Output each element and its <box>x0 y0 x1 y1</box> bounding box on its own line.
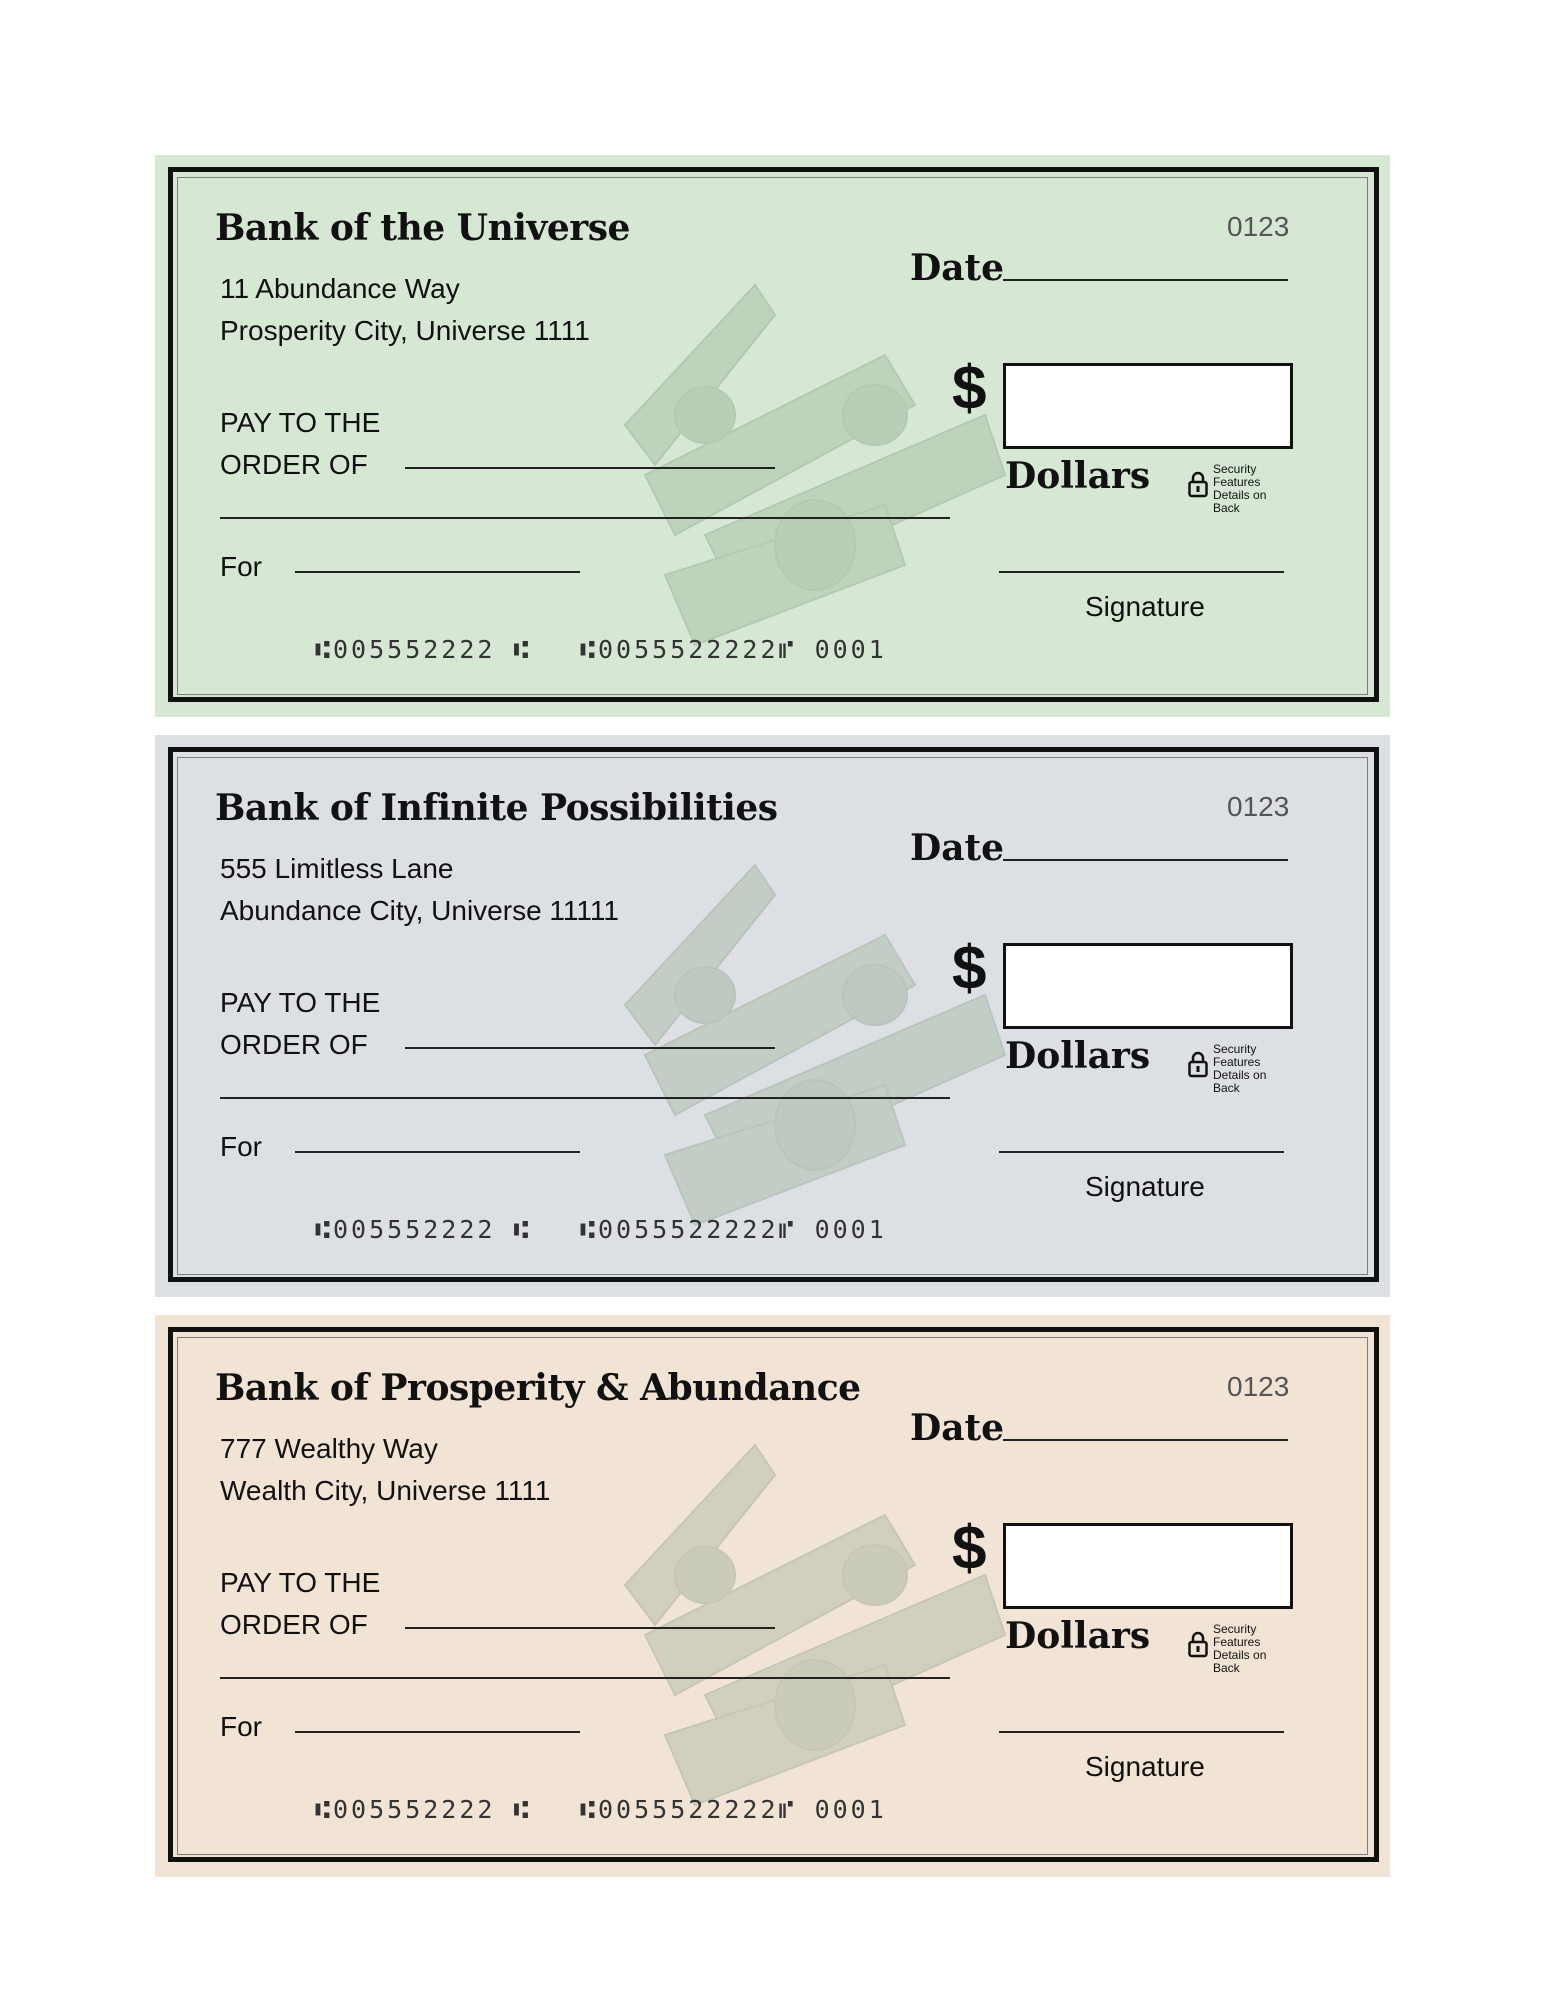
bank-name: Bank of Prosperity & Abundance <box>215 1367 861 1409</box>
bank-name: Bank of Infinite Possibilities <box>215 787 778 829</box>
pay-to-label-line2: ORDER OF <box>220 449 368 480</box>
date-label: Date <box>910 827 1005 869</box>
date-label: Date <box>910 1407 1005 1449</box>
pay-to-label-line1: PAY TO THE <box>220 1567 381 1598</box>
security-features-note: Security Features Details on Back <box>1213 1042 1267 1095</box>
bank-address-line1: 555 Limitless Lane <box>220 853 454 884</box>
check-1 <box>155 155 1390 717</box>
date-line[interactable] <box>1003 1439 1288 1441</box>
memo-line[interactable] <box>295 571 580 573</box>
micr-routing-number: ⑆005552222 ⑆ <box>315 1215 532 1244</box>
dollar-sign: $ <box>952 354 987 423</box>
amount-in-words-line[interactable] <box>220 1097 950 1099</box>
date-line[interactable] <box>1003 859 1288 861</box>
micr-routing-number: ⑆005552222 ⑆ <box>315 1795 532 1824</box>
date-line[interactable] <box>1003 279 1288 281</box>
pay-to-label-line2: ORDER OF <box>220 1609 368 1640</box>
amount-box[interactable] <box>1003 943 1293 1029</box>
dollars-label: Dollars <box>1005 455 1151 497</box>
memo-line[interactable] <box>295 1731 580 1733</box>
signature-line[interactable] <box>999 1151 1284 1153</box>
check-2 <box>155 735 1390 1297</box>
signature-line[interactable] <box>999 571 1284 573</box>
amount-box[interactable] <box>1003 363 1293 449</box>
bank-address-line2: Abundance City, Universe 11111 <box>220 895 619 926</box>
signature-label: Signature <box>1085 1751 1205 1782</box>
for-label: For <box>220 1131 262 1162</box>
lock-icon <box>1188 1050 1208 1078</box>
for-label: For <box>220 1711 262 1742</box>
pay-to-label-line1: PAY TO THE <box>220 407 381 438</box>
check-number: 0123 <box>1227 791 1290 822</box>
money-bills-illustration <box>585 275 1035 665</box>
micr-account-number: ⑆0055522222⑈ 0001 <box>580 635 887 664</box>
pay-to-label-line1: PAY TO THE <box>220 987 381 1018</box>
bank-address-line1: 777 Wealthy Way <box>220 1433 438 1464</box>
check-number: 0123 <box>1227 211 1290 242</box>
dollar-sign: $ <box>952 934 987 1003</box>
security-features-note: Security Features Details on Back <box>1213 462 1267 515</box>
bank-name: Bank of the Universe <box>215 207 630 249</box>
payee-line[interactable] <box>405 1047 775 1049</box>
signature-label: Signature <box>1085 591 1205 622</box>
check-3 <box>155 1315 1390 1877</box>
pay-to-label-line2: ORDER OF <box>220 1029 368 1060</box>
micr-routing-number: ⑆005552222 ⑆ <box>315 635 532 664</box>
check-number: 0123 <box>1227 1371 1290 1402</box>
payee-line[interactable] <box>405 1627 775 1629</box>
memo-line[interactable] <box>295 1151 580 1153</box>
bank-address-line2: Wealth City, Universe 1111 <box>220 1475 551 1506</box>
bank-address-line1: 11 Abundance Way <box>220 273 460 304</box>
signature-label: Signature <box>1085 1171 1205 1202</box>
dollar-sign: $ <box>952 1514 987 1583</box>
dollars-label: Dollars <box>1005 1035 1151 1077</box>
dollars-label: Dollars <box>1005 1615 1151 1657</box>
amount-in-words-line[interactable] <box>220 517 950 519</box>
micr-account-number: ⑆0055522222⑈ 0001 <box>580 1795 887 1824</box>
signature-line[interactable] <box>999 1731 1284 1733</box>
money-bills-illustration <box>585 1435 1035 1825</box>
lock-icon <box>1188 1630 1208 1658</box>
security-features-note: Security Features Details on Back <box>1213 1622 1267 1675</box>
amount-in-words-line[interactable] <box>220 1677 950 1679</box>
lock-icon <box>1188 470 1208 498</box>
amount-box[interactable] <box>1003 1523 1293 1609</box>
for-label: For <box>220 551 262 582</box>
date-label: Date <box>910 247 1005 289</box>
bank-address-line2: Prosperity City, Universe 1111 <box>220 315 590 346</box>
payee-line[interactable] <box>405 467 775 469</box>
money-bills-illustration <box>585 855 1035 1245</box>
micr-account-number: ⑆0055522222⑈ 0001 <box>580 1215 887 1244</box>
